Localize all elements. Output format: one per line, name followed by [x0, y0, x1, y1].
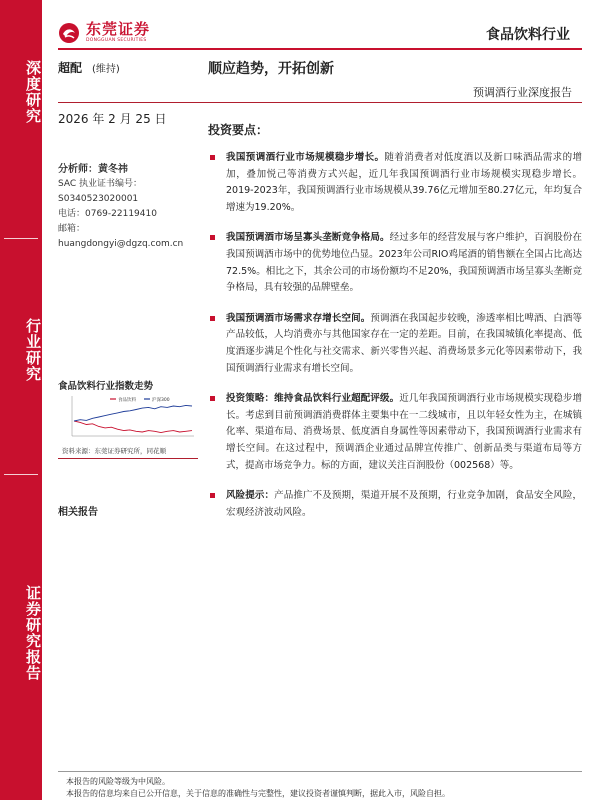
analyst-info [58, 162, 208, 252]
sidebar-divider [4, 474, 38, 475]
chart-divider [58, 458, 198, 459]
sidebar-label-deep-research: 深度研究 [24, 60, 42, 124]
series-layer [74, 405, 192, 432]
point-text: 随着消费者对低度酒以及新口味酒品需求的增加，叠加悦己等消费方式兴起，近几年我国预调酒行业市场规模实现稳步增长。2019-2023年，我国预调酒行业市场规模从39.76亿元增加至80.27亿元，年均复合增速为19.20%。 [226, 152, 582, 213]
investment-point [210, 311, 582, 377]
bullet-square-icon [210, 235, 215, 240]
footer-divider [58, 771, 582, 772]
analyst-phone: 电话：0769-22119410 [58, 209, 157, 219]
cert-label: SAC 执业证书编号： [58, 179, 143, 189]
industry-title: 食品饮料行业 [486, 27, 570, 43]
sidebar-label-industry-research: 行业研究 [24, 318, 42, 382]
report-title: 顺应趋势，开拓创新 [208, 61, 334, 77]
investment-point [210, 150, 582, 216]
chart-svg [58, 392, 198, 444]
bullet-square-icon [210, 155, 215, 160]
risk-level-note: 本报告的风险等级为中风险。 [66, 777, 170, 786]
related-reports-title[interactable]: 相关报告 [58, 507, 98, 518]
rating-sub: (维持) [92, 64, 120, 75]
bullet-square-icon [210, 316, 215, 321]
cert-number: S0340523020001 [58, 194, 139, 204]
point-heading: 我国预调酒市场呈寡头垄断竞争格局。 [226, 232, 390, 244]
logo-english-name: DONGGUAN SECURITIES [86, 38, 147, 44]
point-text: 产品推广不及预期，渠道开展不及预期，行业竞争加剧，食品安全风险，宏观经济波动风险。 [226, 490, 582, 518]
rating [58, 59, 120, 76]
sidebar [0, 0, 42, 800]
analyst-email[interactable]: huangdongyi@dgzq.com.cn [58, 239, 184, 249]
email-label: 邮箱： [58, 224, 86, 234]
chart-source: 资料来源：东莞证券研究所，同花顺 [62, 447, 166, 455]
series-line-1 [74, 405, 192, 421]
sidebar-label-securities-report: 证券研究报告 [24, 585, 42, 681]
point-heading: 我国预调酒行业市场规模稳步增长。 [226, 152, 385, 163]
legend-label-hs300: 沪深300 [152, 398, 170, 403]
logo-icon [58, 22, 80, 44]
bullet-square-icon [210, 396, 215, 401]
sidebar-divider [4, 238, 38, 239]
index-chart [58, 392, 198, 444]
investment-point [210, 488, 582, 521]
disclaimer [66, 776, 450, 800]
company-logo [58, 22, 150, 44]
report-type: 预调酒行业深度报告 [473, 86, 572, 99]
investment-point [210, 230, 582, 296]
series-line-0 [74, 421, 192, 433]
bullet-square-icon [210, 493, 215, 498]
point-text: 预调酒在我国起步较晚，渗透率相比啤酒、白酒等产品较低，人均消费亦与其他国家存在一定的差距。目前，在我国城镇化率提高、低度酒逐步满足个性化与社交需求、新兴零售兴起、消费场景多元化等因素带动下，我国预调酒行业需求有增长空间。 [226, 312, 582, 374]
point-heading: 投资策略：维持食品饮料行业超配评级。 [226, 393, 400, 405]
logo-name: 东莞证券 [86, 20, 151, 39]
investment-point [210, 391, 582, 474]
investment-highlights-title: 投资要点： [208, 123, 269, 137]
point-heading: 我国预调酒市场需求存增长空间。 [226, 312, 371, 324]
point-heading: 风险提示： [226, 490, 275, 502]
investment-points [210, 150, 582, 535]
analyst-name: 分析师：黄冬祎 [58, 164, 128, 175]
legend-label-food: 食品饮料 [118, 398, 136, 403]
rating-label: 超配 [58, 61, 83, 75]
chart-title: 食品饮料行业指数走势 [58, 381, 154, 392]
title-divider [58, 102, 582, 103]
point-text: 经过多年的经营发展与客户维护，百润股份在我国预调酒市场中的优势地位凸显。2023年公司RIO鸡尾酒的销售额在全国占比高达72.5%。相比之下，其余公司的市场份额均不足20%，我国预调酒市场呈寡头垄断竞争格局，具有较强的品牌壁垒。 [226, 232, 582, 294]
report-date: 2026 年 2 月 25 日 [58, 112, 167, 126]
point-text: 近几年我国预调酒行业市场规模实现稳步增长。考虑到目前预调酒消费群体主要集中在一二线城市，且以年轻女性为主，在城镇化率、渠道布局、消费场景、低度酒自身属性等因素带动下，我国预调酒行业需求有增长空间。在这过程中，预调酒企业通过品牌宣传推广、创新品类与渠道布局等方式，提高市场竞争力。标的方面，建议关注百润股份（002568）等。 [226, 393, 582, 471]
header-divider [58, 48, 582, 50]
disclaimer-text: 本报告的信息均来自已公开信息，关于信息的准确性与完整性，建议投资者谨慎判断，据此入市，风险自担。 [66, 789, 450, 798]
